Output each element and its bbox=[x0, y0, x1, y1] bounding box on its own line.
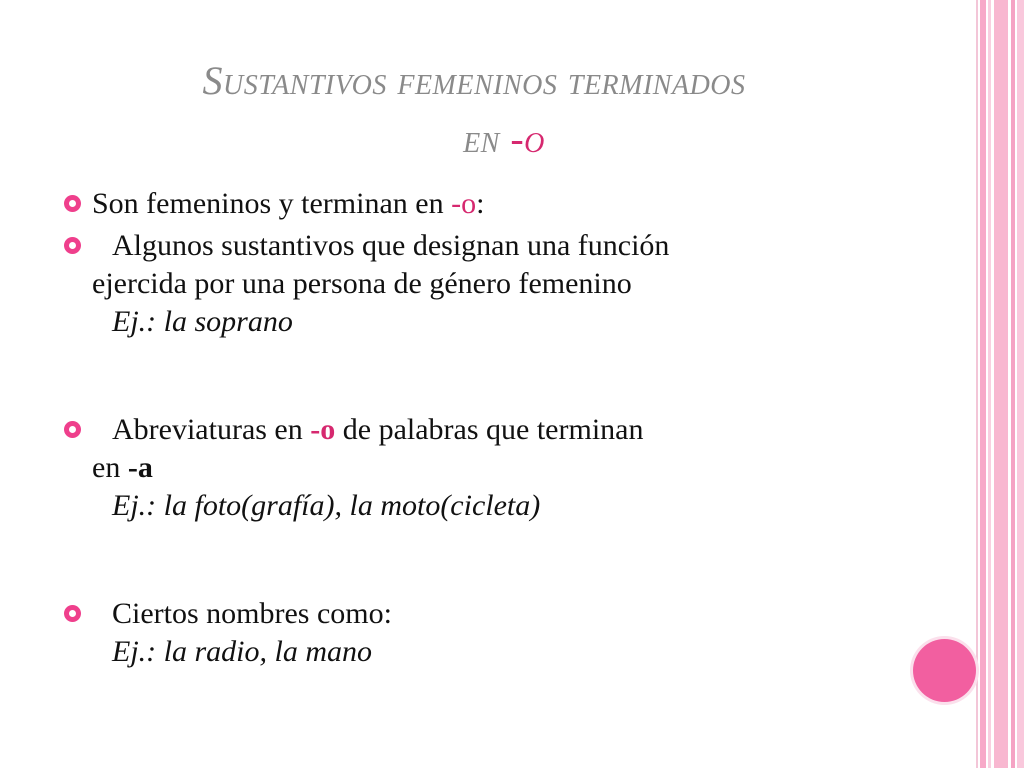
bullet-2-line-2: ejercida por una persona de género femenino bbox=[92, 267, 632, 300]
spacer bbox=[60, 525, 890, 595]
pink-ring-bullet-icon bbox=[64, 605, 81, 622]
stripe bbox=[1011, 0, 1015, 768]
bullet-3-line-2-bold: -a bbox=[127, 451, 153, 484]
bullet-item-1 bbox=[60, 185, 890, 223]
bullet-4-line-1: Ciertos nombres como: bbox=[112, 597, 392, 630]
spacer bbox=[60, 341, 890, 411]
title-line-2 bbox=[0, 110, 948, 168]
stripe bbox=[976, 0, 978, 768]
bullet-3-line-2-before: en bbox=[92, 451, 128, 484]
bullet-1-highlight: -o bbox=[451, 187, 477, 220]
bullet-3-line-1-highlight: -o bbox=[310, 413, 336, 446]
bullet-3-line-1-before: Abreviaturas en bbox=[112, 413, 311, 446]
stripe bbox=[1017, 0, 1024, 768]
bullet-1-text-after: : bbox=[476, 187, 485, 220]
bullet-item-2 bbox=[60, 227, 890, 341]
stripe bbox=[994, 0, 1008, 768]
title-line-2-accent: -o bbox=[510, 116, 545, 161]
pink-ring-bullet-icon bbox=[64, 421, 81, 438]
title-line-1: Sustantivos femeninos terminados bbox=[202, 58, 746, 103]
bullet-3-example: Ej.: la foto(grafía), la moto(cicleta) bbox=[112, 489, 541, 522]
bullet-2-example: Ej.: la soprano bbox=[112, 305, 293, 338]
bullet-3-line-1-after: de palabras que terminan bbox=[335, 413, 644, 446]
pink-ring-bullet-icon bbox=[64, 195, 81, 212]
stripe bbox=[988, 0, 991, 768]
stripe bbox=[980, 0, 986, 768]
bullet-list bbox=[60, 185, 890, 671]
title-line-2-prefix: en bbox=[463, 116, 511, 161]
bullet-item-4 bbox=[60, 595, 890, 671]
pink-circle-decoration bbox=[913, 639, 976, 702]
right-edge-stripes bbox=[976, 0, 1024, 768]
bullet-4-example: Ej.: la radio, la mano bbox=[112, 635, 372, 668]
pink-ring-bullet-icon bbox=[64, 237, 81, 254]
bullet-1-text-before: Son femeninos y terminan en bbox=[92, 187, 452, 220]
bullet-item-3 bbox=[60, 411, 890, 525]
slide-title bbox=[0, 52, 948, 168]
bullet-2-line-1: Algunos sustantivos que designan una función bbox=[112, 229, 670, 262]
